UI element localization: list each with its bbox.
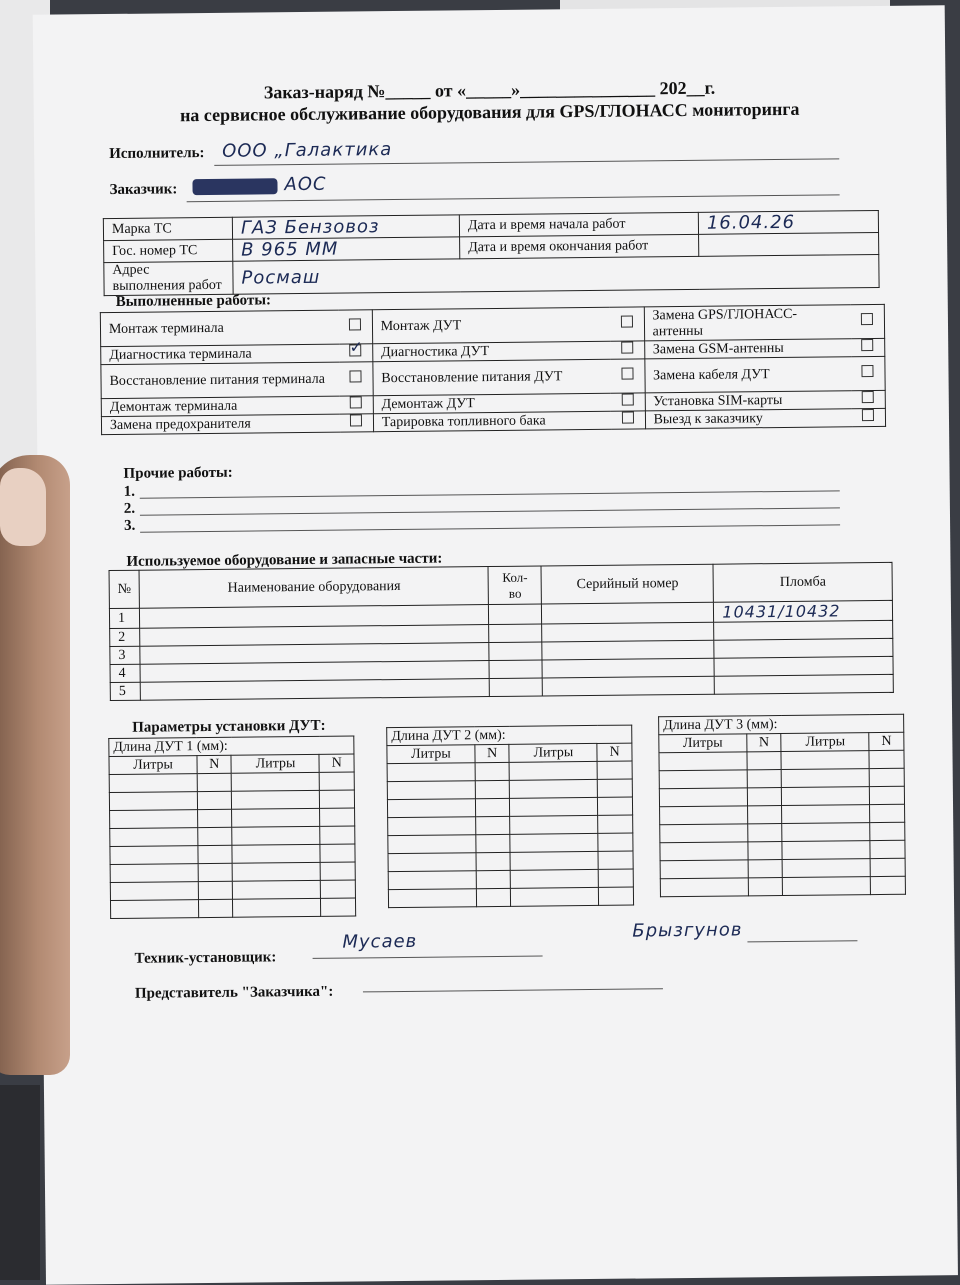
dut-cell	[511, 887, 599, 906]
dut-length-label: Длина ДУТ 2 (мм):	[387, 725, 632, 746]
dut-cell	[387, 763, 475, 782]
dut-cell	[387, 799, 475, 818]
dut-cell	[598, 851, 633, 869]
work-checkbox[interactable]	[862, 365, 874, 377]
other-work-1-line	[140, 490, 840, 498]
other-work-1-label: 1.	[123, 483, 136, 500]
executor-label: Исполнитель:	[109, 145, 205, 163]
dut-cell	[597, 761, 632, 779]
work-item-label: Восстановление питания терминала	[101, 362, 339, 398]
equipment-heading: Используемое оборудование и запасные части:	[126, 550, 443, 570]
technician-signature: Мусаев	[342, 930, 418, 953]
dut-cell	[232, 844, 320, 863]
dut-cell	[388, 817, 476, 836]
work-checkbox-cell	[852, 408, 886, 426]
work-item-label: Замена кабеля ДУТ	[644, 357, 851, 393]
dut-col-header: N	[597, 743, 632, 761]
dut-cell	[475, 780, 510, 798]
dut-cell	[783, 877, 871, 896]
end-label: Дата и время окончания работ	[460, 234, 699, 259]
dut-length-label: Длина ДУТ 3 (мм):	[659, 714, 904, 735]
dut-heading: Параметры установки ДУТ:	[132, 717, 326, 736]
dut-cell	[110, 810, 198, 829]
dut-cell	[870, 786, 905, 804]
dut-cell	[198, 845, 233, 863]
work-item-label: Демонтаж ДУТ	[373, 393, 611, 413]
work-checkbox-cell	[339, 362, 373, 396]
dut-cell	[748, 877, 783, 895]
work-item-label: Монтаж ДУТ	[372, 307, 610, 343]
work-checkbox-cell	[851, 338, 885, 356]
start-label: Дата и время начала работ	[459, 212, 698, 237]
dut-col-header: Литры	[659, 734, 747, 753]
technician-line-1	[313, 956, 543, 959]
dut-cell	[871, 858, 906, 876]
dut-cell	[232, 826, 320, 845]
dut-cell	[660, 824, 748, 843]
equipment-row-seal	[714, 620, 893, 640]
dut-cell	[110, 882, 198, 901]
work-item-label: Замена предохранителя	[101, 414, 339, 434]
work-checkbox-cell	[611, 393, 645, 411]
dut-cell	[870, 840, 905, 858]
plate-label: Гос. номер ТС	[104, 239, 233, 262]
equipment-cell	[489, 624, 542, 643]
equipment-row-num: 3	[110, 646, 141, 664]
work-checkbox-cell	[851, 356, 885, 390]
dut-col-header: Литры	[387, 745, 475, 764]
dut-cell	[660, 842, 748, 861]
dut-table-2	[386, 725, 634, 909]
work-checkbox[interactable]	[349, 318, 361, 330]
dut-cell	[232, 808, 320, 827]
dut-cell	[388, 853, 476, 872]
address-label: Адрес выполнения работ	[104, 261, 233, 295]
dut-cell	[321, 880, 356, 898]
dut-cell	[782, 841, 870, 860]
dut-cell	[476, 870, 511, 888]
dut-cell	[388, 889, 476, 908]
dut-cell	[598, 797, 633, 815]
work-checkbox-cell	[611, 411, 645, 429]
other-work-3-label: 3.	[123, 517, 136, 534]
dut-cell	[198, 899, 233, 917]
work-checkbox[interactable]	[621, 342, 633, 354]
work-item-label: Демонтаж терминала	[101, 396, 339, 416]
dut-cell	[747, 752, 782, 770]
equipment-cell	[542, 640, 714, 660]
work-checkbox[interactable]	[621, 368, 633, 380]
representative-line	[363, 988, 663, 992]
work-checkbox[interactable]	[622, 412, 634, 424]
work-checkbox[interactable]	[862, 409, 874, 421]
dut-cell	[321, 862, 356, 880]
equipment-cell	[489, 660, 542, 679]
equipment-row-num: 1	[109, 608, 140, 628]
equipment-row-num: 5	[110, 682, 141, 700]
dut-cell	[748, 841, 783, 859]
dut-row	[110, 898, 355, 919]
other-work-3-line	[140, 524, 840, 532]
equipment-cell	[141, 679, 490, 701]
thumb	[0, 455, 70, 1075]
equipment-table	[109, 562, 894, 701]
dut-length-label: Длина ДУТ 1 (мм):	[109, 736, 354, 757]
work-checkbox-cell	[339, 344, 373, 362]
dut-cell	[599, 887, 634, 905]
dut-col-header: Литры	[109, 756, 197, 775]
works-table	[100, 304, 886, 435]
work-item-label: Диагностика ДУТ	[372, 341, 610, 361]
work-checkbox[interactable]	[350, 414, 362, 426]
dut-cell	[659, 788, 747, 807]
dut-cell	[598, 833, 633, 851]
dut-cell	[782, 805, 870, 824]
dut-cell	[782, 787, 870, 806]
dut-cell	[320, 826, 355, 844]
work-checkbox[interactable]	[622, 394, 634, 406]
work-checkbox-cell	[611, 359, 645, 393]
dut-cell	[475, 798, 510, 816]
dut-cell	[233, 880, 321, 899]
technician-line-2	[747, 940, 857, 942]
dut-cell	[388, 871, 476, 890]
dut-cell	[197, 791, 232, 809]
dut-cell	[320, 808, 355, 826]
work-item-label: Замена GSM-антенны	[644, 339, 851, 359]
equipment-row-num: 4	[110, 664, 141, 682]
dut-cell	[659, 770, 747, 789]
work-order-sheet	[33, 5, 958, 1284]
document-title: Заказ-наряд №_____ от «_____»_______________ 202__г.	[263, 77, 716, 103]
vehicle-info-table	[103, 210, 880, 296]
equipment-cell	[543, 676, 715, 696]
dut-cell	[510, 851, 598, 870]
dut-cell	[109, 774, 197, 793]
plate-value: В 965 ММ	[233, 237, 460, 261]
dut-cell	[510, 833, 598, 852]
work-checkbox[interactable]	[350, 370, 362, 382]
dut-cell	[320, 790, 355, 808]
dut-cell	[747, 805, 782, 823]
dut-cell	[782, 823, 870, 842]
dut-col-header: N	[747, 734, 782, 752]
dut-cell	[869, 750, 904, 768]
work-checkbox[interactable]	[350, 396, 362, 408]
dut-cell	[387, 781, 475, 800]
dut-cell	[110, 828, 198, 847]
work-checkbox[interactable]	[861, 313, 873, 325]
dut-cell	[110, 900, 198, 919]
work-checkbox-cell	[339, 396, 373, 414]
work-checkbox[interactable]	[621, 316, 633, 328]
equipment-row-num: 2	[110, 628, 141, 646]
dut-cell	[198, 827, 233, 845]
dut-cell	[510, 797, 598, 816]
dut-cell	[197, 773, 232, 791]
dut-cell	[659, 752, 747, 771]
work-item-label: Замена GPS/ГЛОНАСС-антенны	[644, 305, 851, 341]
col-seal: Пломба	[713, 562, 892, 602]
dut-cell	[110, 864, 198, 883]
dut-table-1	[108, 735, 356, 919]
equipment-cell	[542, 622, 714, 642]
dut-cell	[475, 762, 510, 780]
dut-cell	[232, 790, 320, 809]
technician-label: Техник-установщик:	[134, 949, 277, 967]
dut-cell	[198, 881, 233, 899]
col-serial: Серийный номер	[541, 564, 713, 604]
dut-cell	[511, 869, 599, 888]
dut-cell	[197, 809, 232, 827]
dut-cell	[782, 769, 870, 788]
dut-cell	[233, 862, 321, 881]
dut-col-header: N	[319, 754, 354, 772]
col-qty: Кол-во	[488, 566, 541, 605]
dut-cell	[870, 768, 905, 786]
dut-cell	[660, 806, 748, 825]
representative-label: Представитель "Заказчика":	[134, 983, 334, 1002]
dut-cell	[599, 869, 634, 887]
dut-cell	[510, 779, 598, 798]
technician-signature-2: Брызгунов	[632, 919, 743, 942]
redacted-customer-name	[192, 178, 277, 195]
work-item-label: Восстановление питания ДУТ	[373, 359, 611, 395]
equipment-cell	[542, 602, 714, 624]
equipment-row-seal	[714, 638, 893, 658]
thumbnail	[0, 468, 46, 546]
dut-cell	[783, 859, 871, 878]
brand-value: ГАЗ Бензовоз	[232, 215, 459, 239]
equipment-row-seal	[715, 674, 894, 694]
customer-label: Заказчик:	[109, 181, 178, 199]
work-item-label: Установка SIM-карты	[645, 391, 852, 411]
col-name: Наименование оборудования	[139, 567, 488, 609]
dut-col-header: N	[475, 744, 510, 762]
dut-cell	[476, 852, 511, 870]
dut-cell	[870, 804, 905, 822]
other-work-2-label: 2.	[123, 500, 136, 517]
work-checkbox[interactable]	[862, 339, 874, 351]
col-num: №	[109, 570, 140, 608]
dut-cell	[510, 815, 598, 834]
dut-table-3	[658, 714, 906, 898]
work-checkbox-cell	[852, 390, 886, 408]
dut-cell	[110, 846, 198, 865]
dut-cell	[476, 888, 511, 906]
dut-col-header: N	[869, 732, 904, 750]
dut-cell	[321, 898, 356, 916]
dut-cell	[747, 788, 782, 806]
work-checkbox-cell	[851, 304, 885, 338]
dut-cell	[598, 815, 633, 833]
equipment-cell	[490, 678, 543, 697]
equipment-cell	[489, 604, 542, 625]
end-value	[699, 232, 879, 256]
dut-cell	[320, 772, 355, 790]
work-item-label: Тарировка топливного бака	[373, 411, 611, 431]
dut-cell	[233, 898, 321, 917]
dut-col-header: Литры	[509, 743, 597, 762]
work-item-label: Монтаж терминала	[100, 310, 338, 346]
document-subtitle: на сервисное обслуживание оборудования для GPS/ГЛОНАСС мониторинга	[179, 98, 800, 126]
dut-cell	[198, 863, 233, 881]
brand-label: Марка ТС	[103, 217, 232, 240]
dut-cell	[598, 779, 633, 797]
dut-col-header: Литры	[781, 733, 869, 752]
customer-line	[187, 194, 840, 202]
dut-cell	[510, 761, 598, 780]
start-value: 16.04.26	[698, 210, 878, 234]
dut-cell	[747, 770, 782, 788]
dut-cell	[476, 816, 511, 834]
work-checkbox[interactable]	[862, 391, 874, 403]
work-checkbox-cell	[340, 414, 374, 432]
dut-col-header: N	[197, 755, 232, 773]
dut-row	[388, 887, 633, 908]
dut-col-header: Литры	[231, 754, 319, 773]
dut-cell	[109, 792, 197, 811]
dut-cell	[748, 859, 783, 877]
dut-cell	[748, 823, 783, 841]
dut-cell	[232, 772, 320, 791]
work-checkbox[interactable]	[349, 344, 361, 356]
work-item-label: Диагностика терминала	[101, 344, 339, 364]
work-checkbox-cell	[611, 341, 645, 359]
equipment-row-seal: 10431/10432	[714, 600, 893, 622]
equipment-cell	[542, 658, 714, 678]
other-work-2-line	[140, 507, 840, 515]
dut-cell	[660, 878, 748, 897]
work-item-label: Выезд к заказчику	[645, 409, 852, 429]
address-value: Росмаш	[233, 254, 879, 294]
other-works-heading: Прочие работы:	[123, 464, 233, 482]
dut-cell	[388, 835, 476, 854]
work-checkbox-cell	[610, 307, 644, 341]
equipment-row-seal	[714, 656, 893, 676]
customer-value: АОС	[284, 173, 327, 196]
works-heading: Выполненные работы:	[115, 292, 272, 310]
dut-cell	[320, 844, 355, 862]
dut-cell	[781, 751, 869, 770]
dut-cell	[660, 860, 748, 879]
dut-row	[660, 876, 905, 897]
dut-cell	[476, 834, 511, 852]
sleeve	[0, 1085, 40, 1280]
dut-cell	[871, 876, 906, 894]
equipment-cell	[489, 642, 542, 661]
dut-cell	[870, 822, 905, 840]
executor-value: ООО „Галактика	[222, 139, 393, 162]
